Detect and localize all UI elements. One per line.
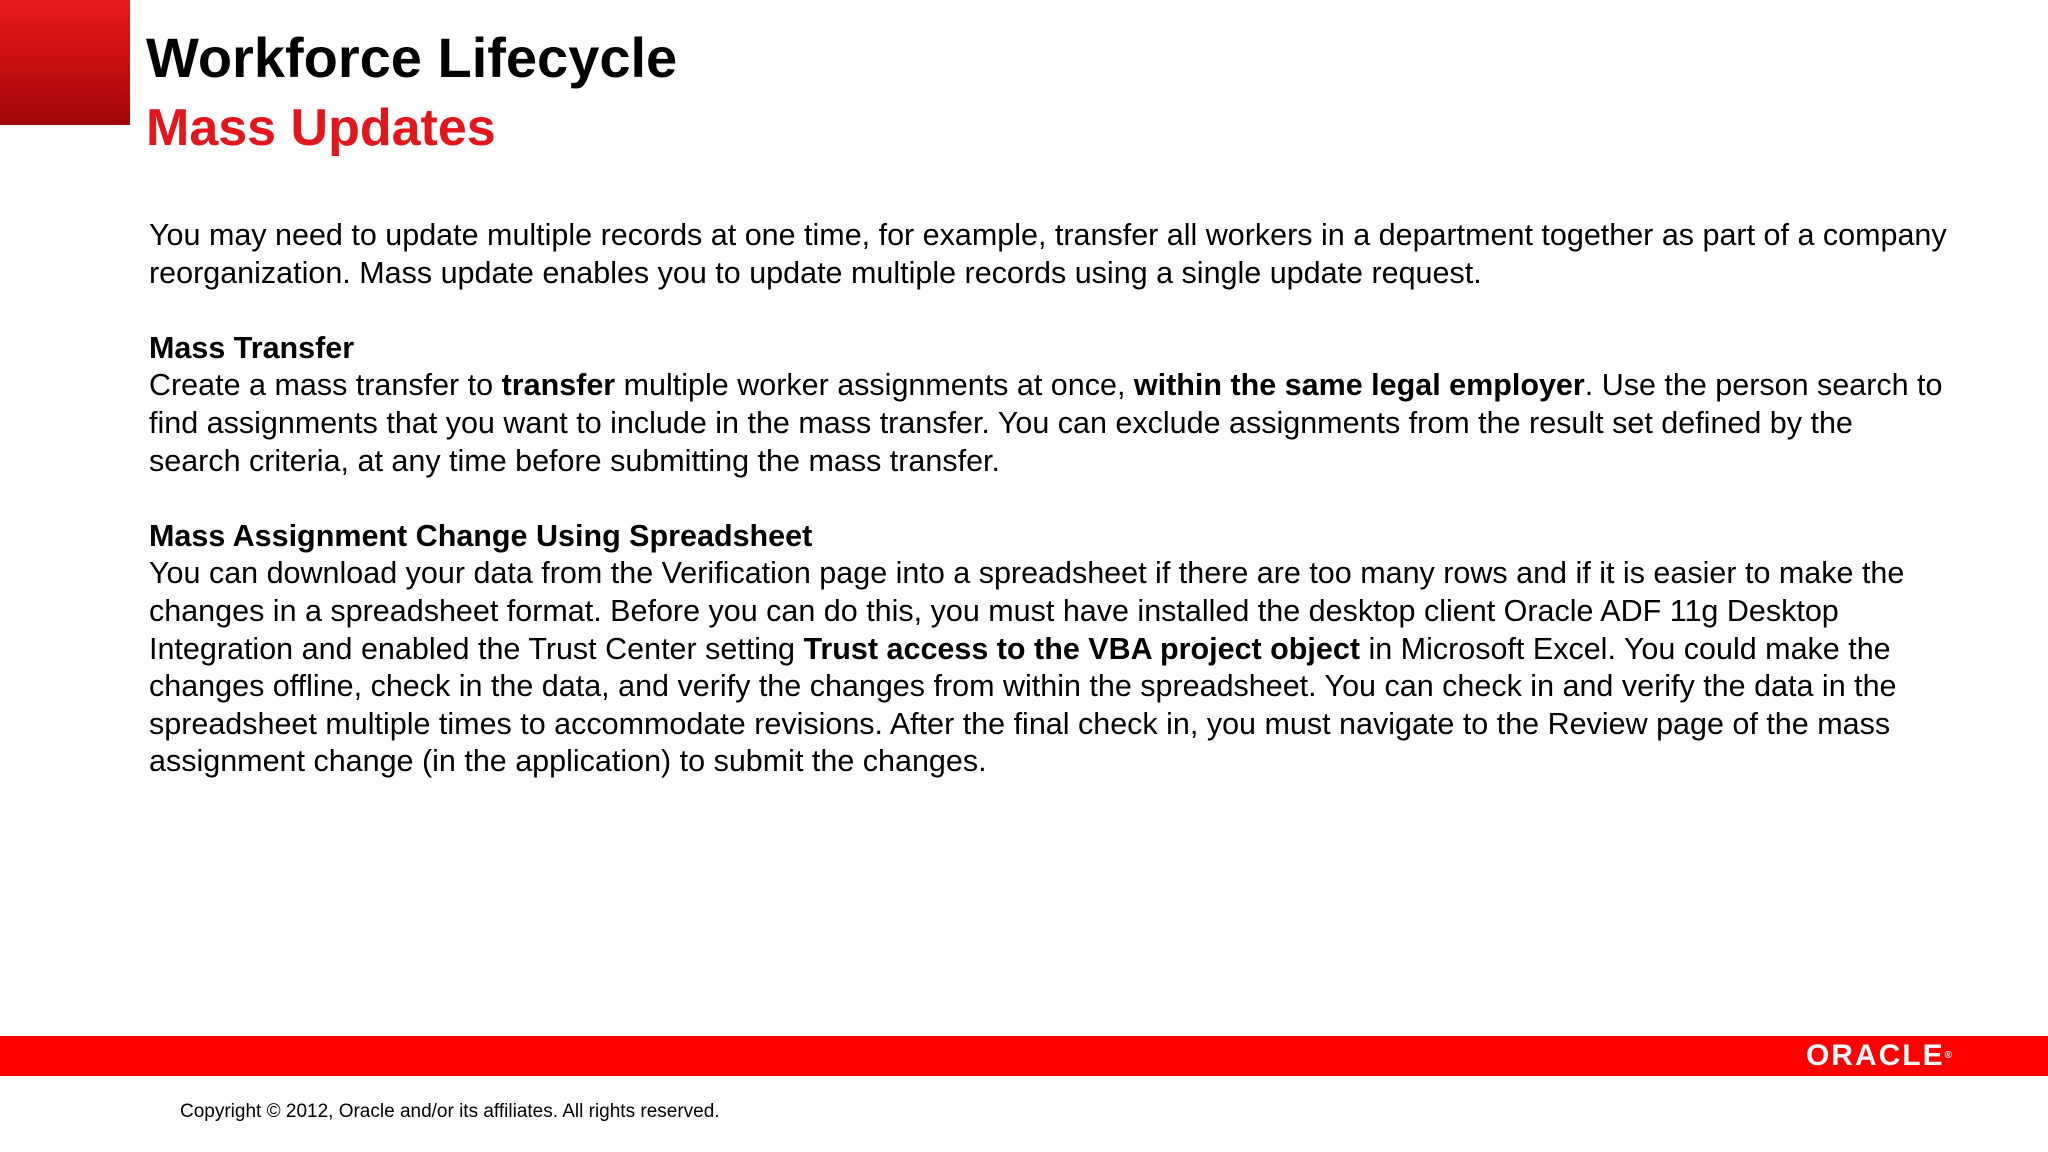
oracle-logo-text: ORACLE xyxy=(1805,1039,1945,1072)
copyright-notice: Copyright © 2012, Oracle and/or its affiliates. All rights reserved. xyxy=(180,1101,720,1122)
mass-transfer-section xyxy=(149,330,1949,480)
mass-assignment-text-2: in Microsoft Excel. You could make the changes offline, check in the data, and verify the changes from within the spreadsheet. You can check in and verify the data in the spreadsheet multiple times to accommodate revisions. After the final check in, you must navigate to the Review page of the mass assignment change (in the application) to submit the changes. xyxy=(149,631,1897,779)
intro-paragraph: You may need to update multiple records at one time, for example, transfer all workers in a department together as part of a company reorganization. Mass update enables you to update multiple records using a single update request. xyxy=(149,218,1947,290)
oracle-logo xyxy=(1806,1041,1952,1071)
slide-body xyxy=(149,217,1949,819)
slide-subtitle: Mass Updates xyxy=(146,99,496,157)
mass-transfer-bold-1: transfer xyxy=(501,368,616,403)
mass-assignment-heading: Mass Assignment Change Using Spreadsheet xyxy=(149,518,813,553)
corner-accent-block xyxy=(0,0,130,125)
mass-transfer-text-3: . Use the person search to find assignments that you want to include in the mass transfer. You can exclude assignments from the result set defined by the search criteria, at any time before submitting the mass transfer. xyxy=(149,368,1943,478)
mass-transfer-heading: Mass Transfer xyxy=(149,330,355,365)
mass-assignment-text-1: You can download your data from the Verification page into a spreadsheet if there are too many rows and if it is easier to make the changes in a spreadsheet format. Before you can do this, you must have installed the desktop client Oracle ADF 11g Desktop Integration and enabled the Trust Center setting xyxy=(149,556,1905,666)
mass-assignment-bold-1: Trust access to the VBA project object xyxy=(803,631,1360,666)
slide-title: Workforce Lifecycle xyxy=(146,26,678,89)
mass-transfer-text-1: Create a mass transfer to xyxy=(149,368,502,403)
mass-assignment-section xyxy=(149,518,1949,781)
footer-bar xyxy=(0,1036,2048,1076)
mass-transfer-bold-2: within the same legal employer xyxy=(1133,368,1585,403)
mass-transfer-text-2: multiple worker assignments at once, xyxy=(615,368,1134,403)
registered-mark: ® xyxy=(1944,1050,1952,1061)
